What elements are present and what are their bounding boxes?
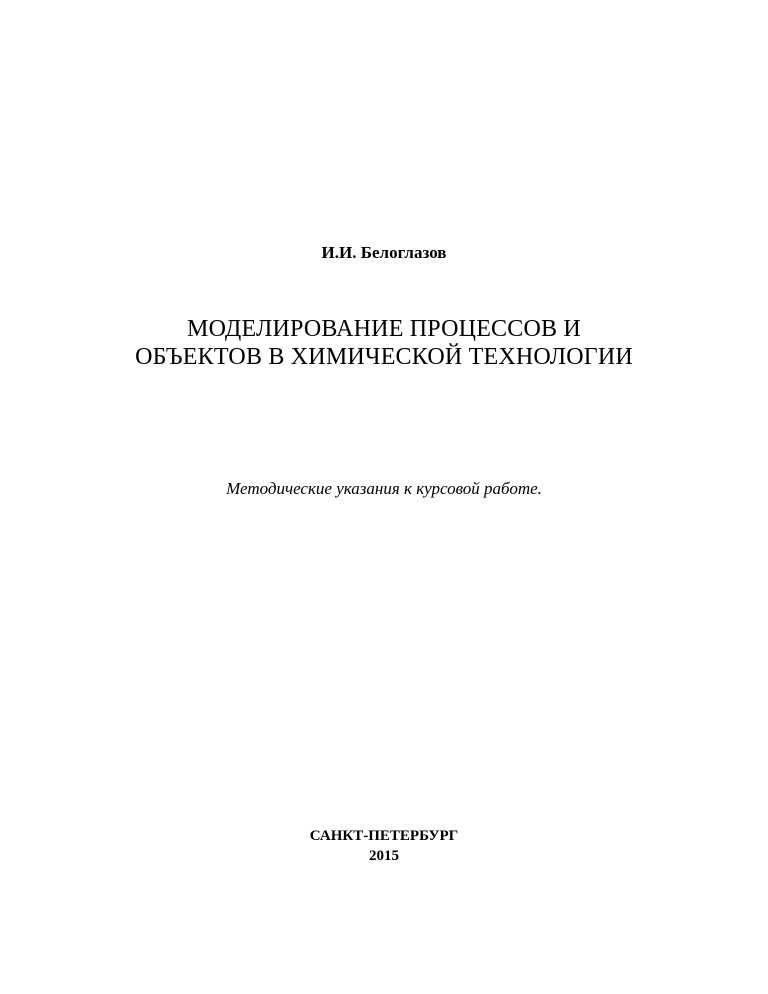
publication-city: САНКТ-ПЕТЕРБУРГ bbox=[309, 828, 459, 844]
document-subtitle: Методические указания к курсовой работе. bbox=[226, 479, 542, 498]
title-line-1: МОДЕЛИРОВАНИЕ ПРОЦЕССОВ И bbox=[187, 316, 581, 342]
publication-year: 2015 bbox=[369, 848, 399, 864]
title-line-2: ОБЪЕКТОВ В ХИМИЧЕСКОЙ ТЕХНОЛОГИИ bbox=[135, 344, 633, 370]
document-title bbox=[0, 315, 768, 371]
author-name: И.И. Белоглазов bbox=[321, 243, 447, 262]
